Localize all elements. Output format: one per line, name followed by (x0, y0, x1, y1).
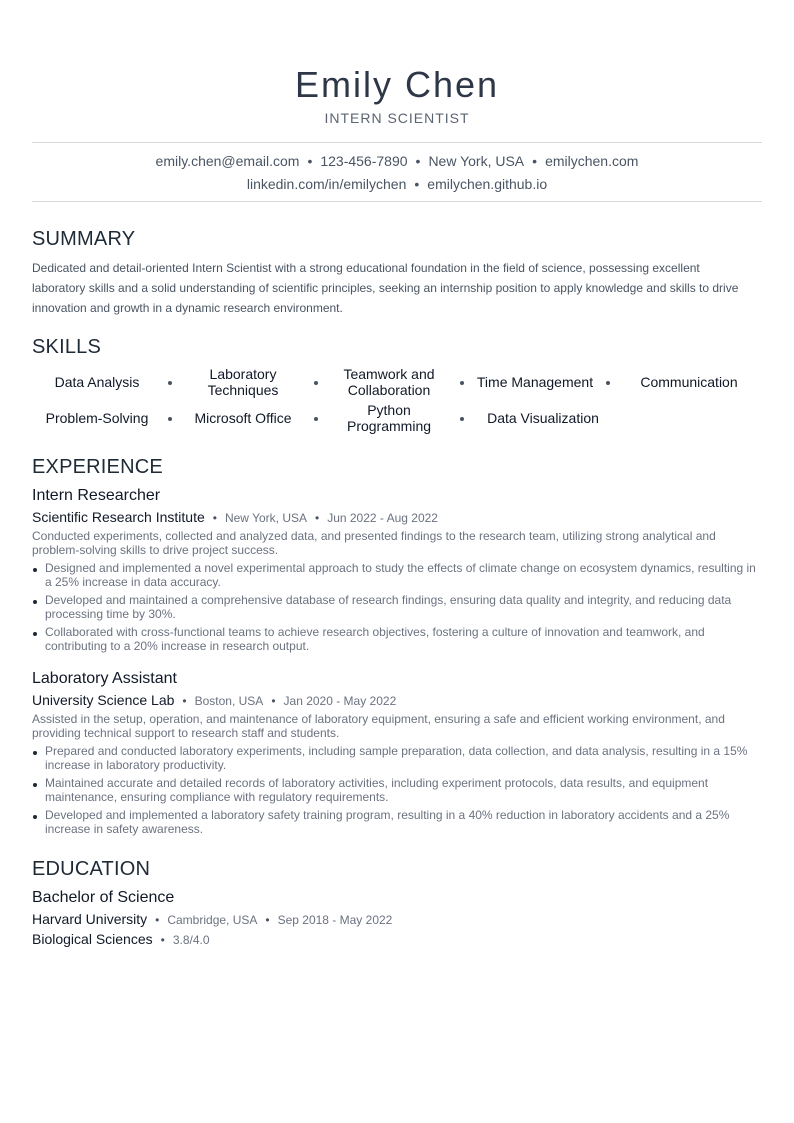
education-major-line (32, 931, 210, 948)
job-organization: Scientific Research Institute (32, 509, 205, 525)
candidate-role: INTERN SCIENTIST (324, 110, 470, 126)
job-achievements (32, 561, 762, 657)
skill-item: Microsoft Office (194, 410, 292, 426)
skill-item: Data Analysis (54, 374, 140, 390)
job-dates: Jun 2022 - Aug 2022 (327, 511, 438, 525)
header-divider-bottom (32, 201, 762, 202)
contact-line-2 (32, 176, 762, 192)
skill-separator-dot (168, 381, 172, 385)
skill-item: Teamwork and Collaboration (343, 366, 435, 398)
education-dates: Sep 2018 - May 2022 (277, 913, 393, 927)
separator-dot: • (265, 913, 270, 927)
achievement-item: Designed and implemented a novel experimental approach to study the effects of climate change on ecosystem dynamics, resulting in a 25% increase in data accuracy. (32, 561, 762, 589)
job-location: New York, USA (224, 511, 307, 525)
job-organization: University Science Lab (32, 692, 175, 708)
contact-github[interactable]: emilychen.github.io (427, 176, 548, 192)
job-achievements (32, 744, 762, 840)
job-description: Assisted in the setup, operation, and maintenance of laboratory equipment, ensuring a safe and efficient working environment, and providing technical support to research staff and students. (32, 712, 725, 740)
separator-dot: • (414, 176, 420, 192)
skill-separator-dot (460, 381, 464, 385)
separator-dot: • (415, 153, 421, 169)
skill-separator-dot (606, 381, 610, 385)
experience-heading: EXPERIENCE (32, 456, 163, 478)
summary-heading: SUMMARY (32, 228, 136, 250)
skill-separator-dot (314, 417, 318, 421)
contact-website[interactable]: emilychen.com (545, 153, 639, 169)
skill-separator-dot (460, 417, 464, 421)
separator-dot: • (315, 511, 320, 525)
contact-linkedin[interactable]: linkedin.com/in/emilychen (246, 176, 407, 192)
job-meta (32, 692, 396, 709)
separator-dot: • (307, 153, 313, 169)
job-description: Conducted experiments, collected and analyzed data, and presented findings to the research team, utilizing strong analytical and problem-solving skills to drive project success. (32, 529, 716, 557)
skill-separator-dot (314, 381, 318, 385)
skill-item: Data Visualization (487, 410, 599, 426)
achievement-item: Developed and implemented a laboratory safety training program, resulting in a 40% reduction in laboratory accidents and a 25% increase in safety awareness. (32, 808, 762, 836)
achievement-item: Collaborated with cross-functional teams to achieve research objectives, fostering a culture of innovation and teamwork, and contributing to a 20% increase in research output. (32, 625, 762, 653)
achievement-item: Maintained accurate and detailed records of laboratory activities, including experiment protocols, data results, and equipment maintenance, ensuring compliance with regulatory requirements. (32, 776, 762, 804)
separator-dot: • (532, 153, 538, 169)
school-name: Harvard University (32, 911, 148, 927)
skill-item: Laboratory Techniques (207, 366, 279, 398)
separator-dot: • (212, 511, 217, 525)
job-dates: Jan 2020 - May 2022 (283, 694, 397, 708)
achievement-item: Prepared and conducted laboratory experiments, including sample preparation, data collection, and data analysis, resulting in a 15% increase in laboratory productivity. (32, 744, 762, 772)
achievement-item: Developed and maintained a comprehensive database of research findings, ensuring data quality and integrity, and reducing data processing time by 30%. (32, 593, 762, 621)
school-location: Cambridge, USA (167, 913, 258, 927)
skill-item: Problem-Solving (45, 410, 149, 426)
job-meta (32, 509, 438, 526)
degree-title: Bachelor of Science (32, 889, 175, 906)
contact-line-1 (32, 153, 762, 169)
separator-dot: • (160, 933, 165, 947)
job-location: Boston, USA (194, 694, 264, 708)
skill-item: Communication (640, 374, 738, 390)
separator-dot: • (182, 694, 187, 708)
skill-item: Time Management (476, 374, 594, 390)
separator-dot: • (271, 694, 276, 708)
education-heading: EDUCATION (32, 858, 151, 880)
skill-item: Python Programming (346, 402, 432, 434)
education-meta (32, 911, 392, 928)
job-title: Intern Researcher (32, 487, 161, 504)
gpa: 3.8/4.0 (172, 933, 210, 947)
contact-phone: 123-456-7890 (320, 153, 408, 169)
major: Biological Sciences (32, 931, 153, 947)
summary-text: Dedicated and detail-oriented Intern Scientist with a strong educational foundation in the field of science, possessing excellent laboratory skills and a solid understanding of scientific principles, seeking an internship position to apply knowledge and skills to drive innovation and growth in a dynamic research environment. (32, 261, 739, 315)
candidate-name: Emily Chen (294, 64, 500, 105)
job-title: Laboratory Assistant (32, 670, 177, 687)
separator-dot: • (155, 913, 160, 927)
header-divider-top (32, 142, 762, 143)
skills-heading: SKILLS (32, 336, 102, 358)
skill-separator-dot (168, 417, 172, 421)
contact-email[interactable]: emily.chen@email.com (155, 153, 300, 169)
contact-location: New York, USA (428, 153, 525, 169)
